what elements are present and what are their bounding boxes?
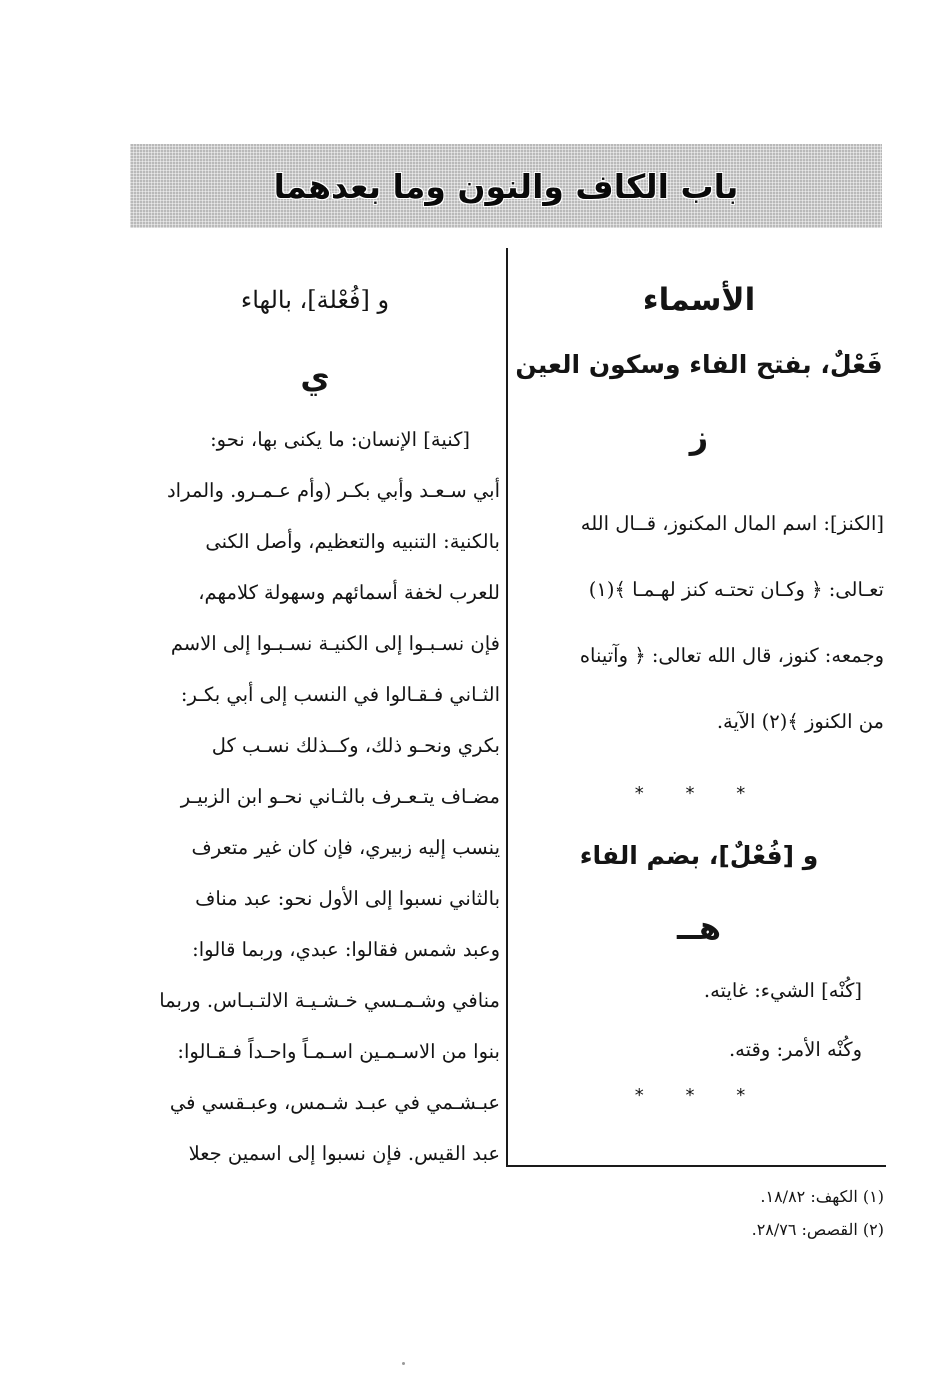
pattern-heading-1: فَعْلٌ، بفتح الفاء وسكون العين <box>515 350 883 379</box>
column-divider <box>506 248 508 1166</box>
pattern-heading-2: و [فُعْلٌ]، بضم الفاء <box>579 841 819 870</box>
footnotes <box>400 1180 884 1246</box>
entry-paragraph-kanz <box>514 498 884 747</box>
right-column <box>514 270 884 1123</box>
text-line: عبـشـمي في عبـد شـمس، وعبـقسي في <box>169 1091 500 1114</box>
text-line: أبي سـعـد وأبي بكـر (وأم عـمـرو. والمراد <box>166 479 500 502</box>
text-line: عبد القيس. فإن نسبوا إلى اسمين جعلا <box>188 1142 500 1165</box>
footnote-1: (١) الكهف: ١٨/٨٢. <box>760 1187 884 1206</box>
letter-heading-2: هــ <box>676 909 722 947</box>
text-line: [كنية] الإنسان: ما يكنى بها، نحو: <box>210 428 470 451</box>
footnote-rule <box>506 1165 886 1167</box>
separator-stars: * * * <box>634 1085 764 1106</box>
left-column <box>130 270 500 1179</box>
text-line: بنوا من الاسـمـين اسـمـاً واحـداً فـقـالوا: <box>177 1040 500 1063</box>
entry-kunh-amr: وكُنْه الأمر: وقته. <box>728 1038 862 1061</box>
text-line: مضـاف يتـعـرف بالثـاني نحـو ابن الزبيـر <box>180 785 500 808</box>
chapter-title: باب الكاف والنون وما بعدهما <box>273 166 739 206</box>
text-line: الثـاني فـقـالوا في النسب إلى أبي بكـر: <box>180 683 500 706</box>
chapter-banner <box>130 144 882 228</box>
text-line: ينسب إليه زبيري، فإن كان غير متعرف <box>191 836 500 859</box>
text-line: منافي وشـمـسي خـشـيـة الالتـبـاس. وربما <box>159 989 500 1012</box>
text-line: فإن نسـبـوا إلى الكنيـة نسـبـوا إلى الاسم <box>170 632 500 655</box>
scan-speck <box>402 1362 405 1365</box>
footnote-2: (٢) القصص: ٢٨/٧٦. <box>751 1220 884 1239</box>
entry-paragraph-kunya <box>130 414 500 1179</box>
text-line: وجمعه: كنوز، قال الله تعالى: ﴿ وآتيناه <box>579 644 884 667</box>
text-line: بكري ونحـو ذلك، وكــذلك نسـب كل <box>211 734 500 757</box>
text-line: بالثاني نسبوا إلى الأول نحو: عبد مناف <box>195 887 500 910</box>
letter-heading-3: ي <box>300 358 330 396</box>
text-line: وعبد شمس فقالوا: عبدي، وربما قالوا: <box>192 938 500 961</box>
pattern-heading-3: و [فُعْلة]، بالهاء <box>240 286 390 314</box>
text-line: من الكنوز ﴾(٢) الآية. <box>716 710 884 733</box>
entry-kunh: [كُنْه] الشيء: غايته. <box>703 979 862 1002</box>
separator-stars: * * * <box>634 783 764 804</box>
text-line: بالكنية: التنبيه والتعظيم، وأصل الكنى <box>205 530 500 553</box>
section-title: الأسماء <box>642 282 756 318</box>
letter-heading-1: ز <box>689 418 709 456</box>
text-line: [الكنز]: اسم المال المكنوز، قــال الله <box>580 512 884 535</box>
text-line: تعـالى: ﴿ وكـان تحتـه كنز لهـمـا ﴾(١) <box>588 578 884 601</box>
text-line: للعرب لخفة أسمائهم وسهولة كلامهم، <box>198 581 500 604</box>
